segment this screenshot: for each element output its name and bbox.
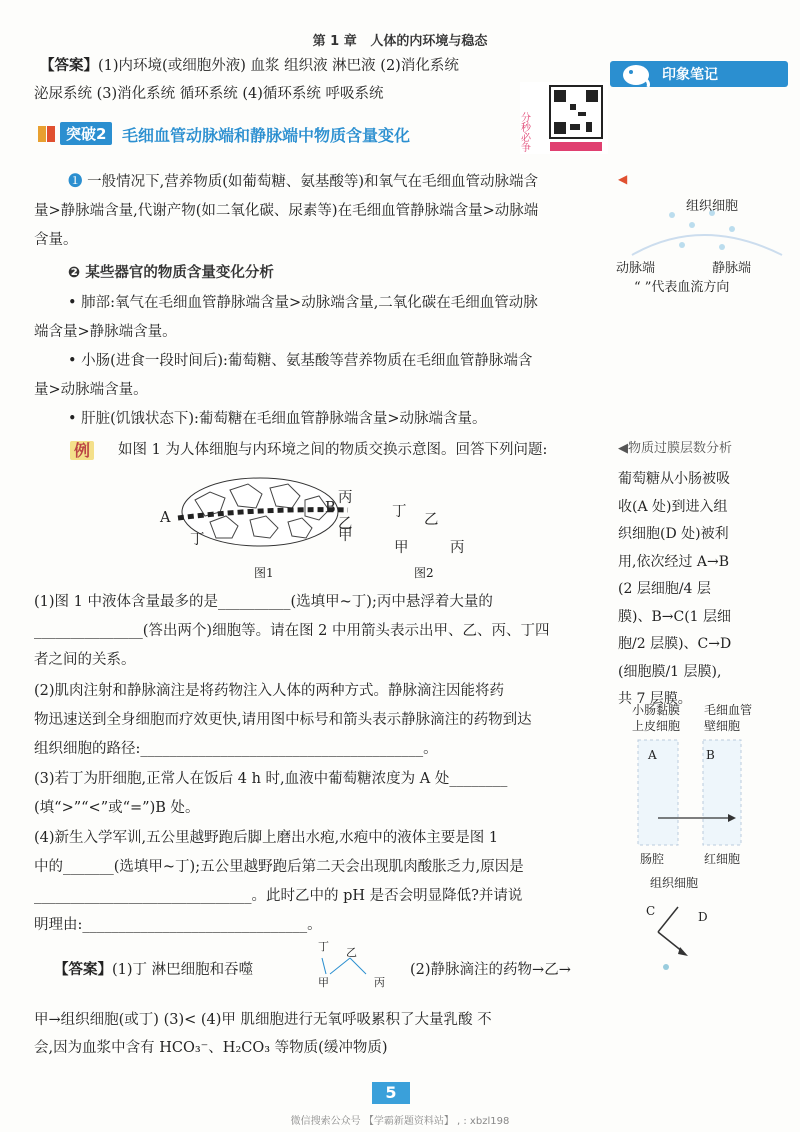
section-title: 毛细血管动脉端和静脉端中物质含量变化 [122, 126, 411, 145]
side3-b2: 壁细胞 [704, 719, 741, 733]
fig1-label-B: B [325, 500, 336, 516]
q4-line-1: (4)新生入学军训,五公里越野跑后脚上磨出水疱,水疱中的液体主要是图 1 [34, 830, 499, 846]
p2-bullet-2-line-1: • 小肠(进食一段时间后):葡萄糖、氨基酸等营养物质在毛细血管静脉端含 [68, 353, 533, 369]
chapter-title: 人体的内环境与稳态 [370, 34, 488, 49]
side1-right-label: 静脉端 [712, 261, 752, 276]
fig1-label-bing: 丙 [338, 490, 353, 506]
fig1-label-jia: 甲 [338, 528, 353, 544]
membrane-diagram [618, 740, 788, 850]
answer-text: (1)内环境(或细胞外液) 血浆 组织液 淋巴液 (2)消化系统 [98, 58, 459, 74]
book-icon [36, 122, 58, 144]
fig2-label-bing: 丙 [450, 540, 465, 556]
side3-C: C [646, 904, 656, 918]
side2-line: 共 7 层膜。 [618, 691, 692, 707]
example-tag [70, 438, 94, 461]
p1-num: ❶ [68, 174, 83, 190]
q2-line-1: (2)肌肉注射和静脉滴注是将药物注入人体的两种方式。静脉滴注因能将药 [34, 683, 505, 699]
fig2-label-jia: 甲 [394, 540, 409, 556]
side2-line: 织细胞(D 处)被利 [618, 526, 729, 542]
p1-text: 一般情况下,营养物质(如葡萄糖、氨基酸等)和氧气在毛细血管动脉端含 [87, 174, 539, 190]
brand-label: 印象笔记 [662, 67, 718, 83]
side3-chang: 肠腔 [640, 852, 665, 866]
qr-caption: 分秒必争 [518, 112, 530, 152]
answer-1-line-2: 泌尿系统 (3)消化系统 循环系统 (4)循环系统 呼吸系统 [34, 86, 384, 102]
chapter-number: 第 1 章 [312, 34, 357, 49]
q4-line-3: ______________________________。此时乙中的 pH 是否会明显降低?并请说 [34, 888, 523, 904]
side3-b1: 毛细血管 [704, 703, 753, 717]
side2-line: 胞/2 层膜)、C→D [618, 636, 732, 652]
p1-line-3: 含量。 [34, 232, 78, 248]
page-number: 5 [372, 1082, 410, 1104]
q2-line-2: 物迅速送到全身细胞而疗效更快,请用图中标号和箭头表示静脉滴注的药物到达 [34, 712, 532, 728]
elephant-logo-icon [618, 58, 654, 88]
p2-bullet-1-line-2: 端含量>静脉端含量。 [34, 324, 177, 340]
fig1-label-ding: 丁 [190, 532, 205, 548]
p2-bullet-3: • 肝脏(饥饿状态下):葡萄糖在毛细血管静脉端含量>动脉端含量。 [68, 411, 487, 427]
fig1-label-yi: 乙 [338, 516, 353, 532]
side3-label-a [632, 702, 680, 734]
side2-line: 收(A 处)到进入组 [618, 498, 728, 515]
qr-code-block [520, 82, 608, 154]
side2-title: ◀物质过膜层数分析 [618, 441, 732, 456]
q3-line-1: (3)若丁为肝细胞,正常人在饭后 4 h 时,血液中葡萄糖浓度为 A 处________ [34, 771, 508, 787]
side3-B: B [706, 748, 715, 762]
fig1-caption: 图1 [254, 566, 274, 580]
p2-bullet-2-line-2: 量>动脉端含量。 [34, 382, 148, 398]
p2-title: ❷ 某些器官的物质含量变化分析 [68, 265, 274, 281]
answer-2-line-1 [54, 960, 253, 980]
p2-bullet-1-line-1: • 肺部:氧气在毛细血管静脉端含量>动脉端含量,二氧化碳在毛细血管动脉 [68, 295, 538, 311]
side3-label-b [704, 702, 752, 734]
side3-a1: 小肠黏膜 [632, 703, 681, 717]
example-text: 如图 1 为人体细胞与内环境之间的物质交换示意图。回答下列问题: [118, 442, 548, 458]
page-footer: 微信搜索公众号 【学霸新题资料站】 , : xbzl198 [290, 1116, 510, 1127]
side2-body [618, 466, 768, 714]
side1-left-label: 动脉端 [616, 261, 656, 276]
answer-1-line-1 [40, 56, 459, 76]
answer-text: (1)丁 淋巴细胞和吞噬 [112, 962, 254, 978]
side2-line: 膜)、B→C(1 层细 [618, 608, 732, 625]
fig2-label-ding: 丁 [392, 504, 407, 520]
q1-line-3: 者之间的关系。 [34, 652, 136, 668]
page-header [0, 30, 800, 49]
side3-a2: 上皮细胞 [632, 719, 681, 733]
ansfig-ding: 丁 [318, 940, 329, 953]
side1-note: “ ”代表血流方向 [634, 280, 730, 295]
q1-line-1: (1)图 1 中液体含量最多的是__________(选填甲~丁);丙中悬浮着大量的 [34, 594, 493, 610]
q1-line-2: _______________(答出两个)细胞等。请在图 2 中用箭头表示出甲、乙、丙、丁四 [34, 623, 550, 639]
q3-line-2: (填“>”“<”或“=”)B 处。 [34, 800, 200, 816]
answer-2-line-3: 会,因为血浆中含有 HCO₃⁻、H₂CO₃ 等物质(缓冲物质) [34, 1040, 388, 1056]
answer-tag: 【答案】 [54, 962, 112, 978]
side1-top-label: 组织细胞 [686, 199, 739, 214]
q2-line-3: 组织细胞的路径:_______________________________________。 [34, 741, 438, 757]
side2-line: 用,依次经过 A→B [618, 553, 730, 570]
ansfig-yi: 乙 [346, 946, 357, 959]
answer-2-line-2: 甲→组织细胞(或丁) (3)< (4)甲 肌细胞进行无氧呼吸累积了大量乳酸 不 [34, 1012, 492, 1028]
fig1-label-A: A [160, 510, 171, 526]
side2-line: (2 层细胞/4 层 [618, 581, 711, 597]
side3-A: A [648, 748, 657, 762]
p1-line-1 [68, 172, 538, 192]
answer-tag: 【答案】 [40, 58, 98, 74]
section-tag: 突破2 [60, 122, 112, 145]
qr-code-icon [520, 82, 608, 154]
example-tag-label: 例 [70, 441, 94, 460]
answer-2-line-1b: (2)静脉滴注的药物→乙→ [410, 962, 571, 978]
side2-line: (细胞膜/1 层膜), [618, 663, 722, 680]
side-arrow-icon: ◀ [618, 172, 628, 186]
p1-line-2: 量>静脉端含量,代谢产物(如二氧化碳、尿素等)在毛细血管静脉端含量>动脉端 [34, 203, 539, 219]
ansfig-bing: 丙 [374, 976, 385, 989]
ansfig-jia: 甲 [318, 976, 329, 989]
side2-line: 葡萄糖从小肠被吸 [618, 471, 730, 487]
side3-D: D [698, 910, 708, 924]
fig2-caption: 图2 [414, 566, 434, 580]
side3-hong: 红细胞 [704, 852, 741, 866]
q4-line-2: 中的_______(选填甲~丁);五公里越野跑后第二天会出现肌肉酸胀乏力,原因是 [34, 859, 524, 875]
q4-line-4: 明理由:_______________________________。 [34, 917, 322, 933]
fig2-label-yi: 乙 [424, 512, 439, 528]
side3-zuzhi: 组织细胞 [650, 876, 699, 890]
